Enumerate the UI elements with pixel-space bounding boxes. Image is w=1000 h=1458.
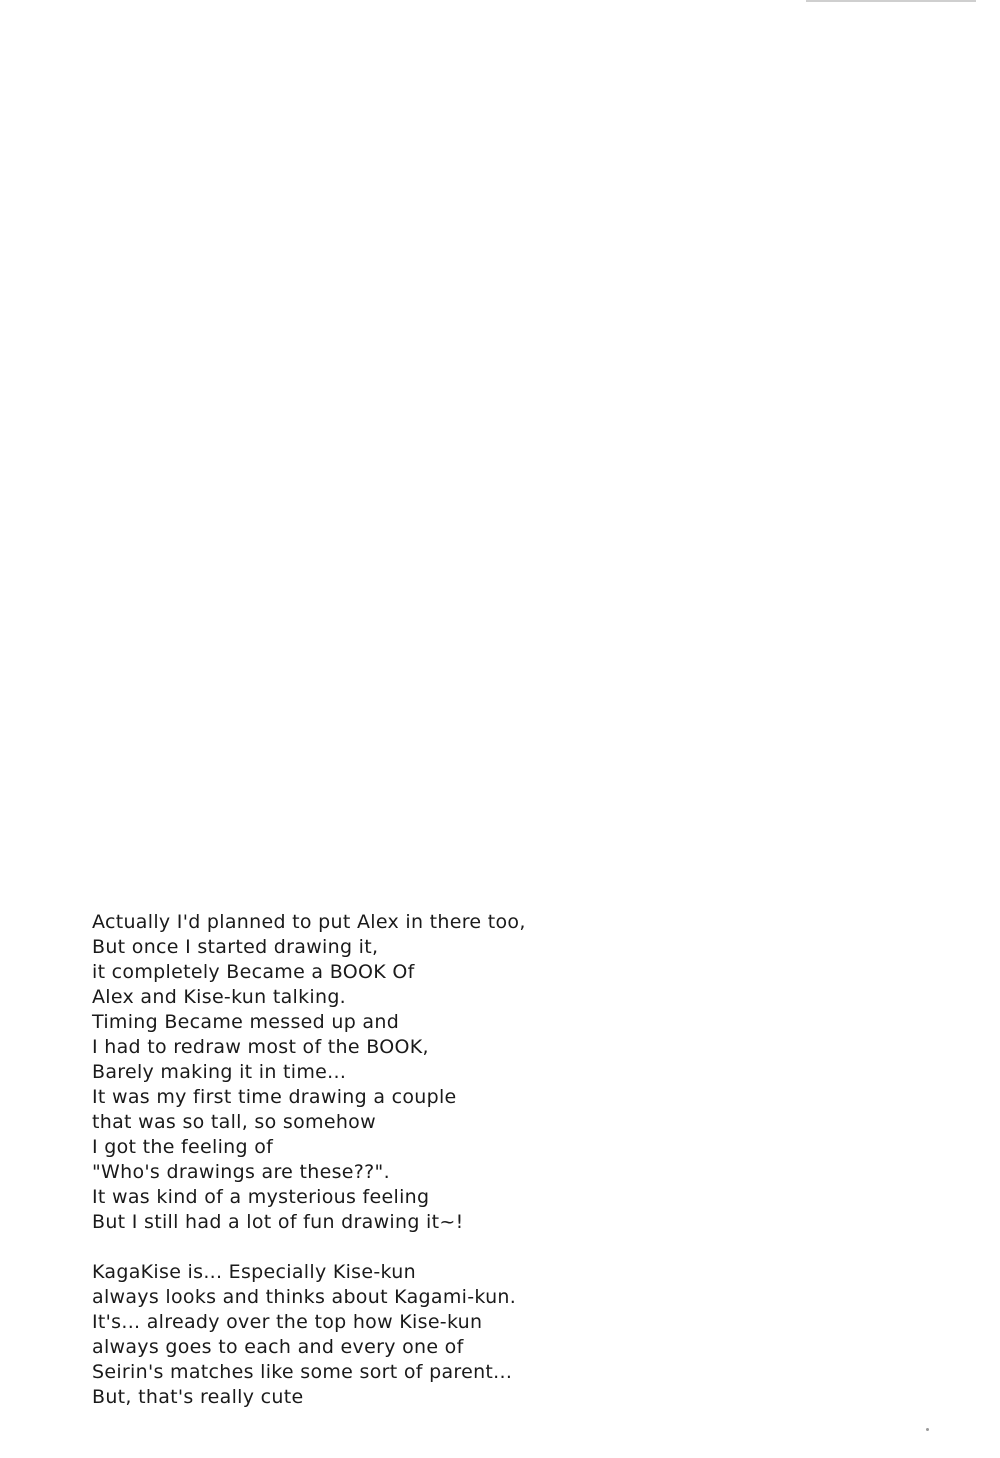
text-line: that was so tall, so somehow xyxy=(92,1111,376,1133)
top-edge-rule xyxy=(806,0,976,2)
afterword-paragraph-1 xyxy=(92,910,652,1235)
text-line: Seirin's matches like some sort of parent... xyxy=(92,1361,513,1383)
scan-speck xyxy=(926,1428,929,1431)
text-line: "Who's drawings are these??". xyxy=(92,1161,390,1183)
text-line: Actually I'd planned to put Alex in there too, xyxy=(92,911,526,933)
text-line: Timing Became messed up and xyxy=(92,1011,400,1033)
text-line: I got the feeling of xyxy=(92,1136,274,1158)
text-line: But I still had a lot of fun drawing it~! xyxy=(92,1211,464,1233)
text-line: I had to redraw most of the BOOK, xyxy=(92,1036,429,1058)
text-line: Alex and Kise-kun talking. xyxy=(92,986,347,1008)
afterword-text xyxy=(92,910,652,1410)
text-line: It's... already over the top how Kise-kun xyxy=(92,1311,483,1333)
text-line: It was kind of a mysterious feeling xyxy=(92,1186,430,1208)
text-line: Barely making it in time... xyxy=(92,1061,347,1083)
text-line: KagaKise is... Especially Kise-kun xyxy=(92,1261,416,1283)
text-line: it completely Became a BOOK Of xyxy=(92,961,415,983)
text-line: always looks and thinks about Kagami-kun. xyxy=(92,1286,517,1308)
text-line: But, that's really cute xyxy=(92,1386,304,1408)
text-line: It was my first time drawing a couple xyxy=(92,1086,457,1108)
text-line: always goes to each and every one of xyxy=(92,1336,464,1358)
text-line: But once I started drawing it, xyxy=(92,936,379,958)
afterword-paragraph-2 xyxy=(92,1260,652,1410)
